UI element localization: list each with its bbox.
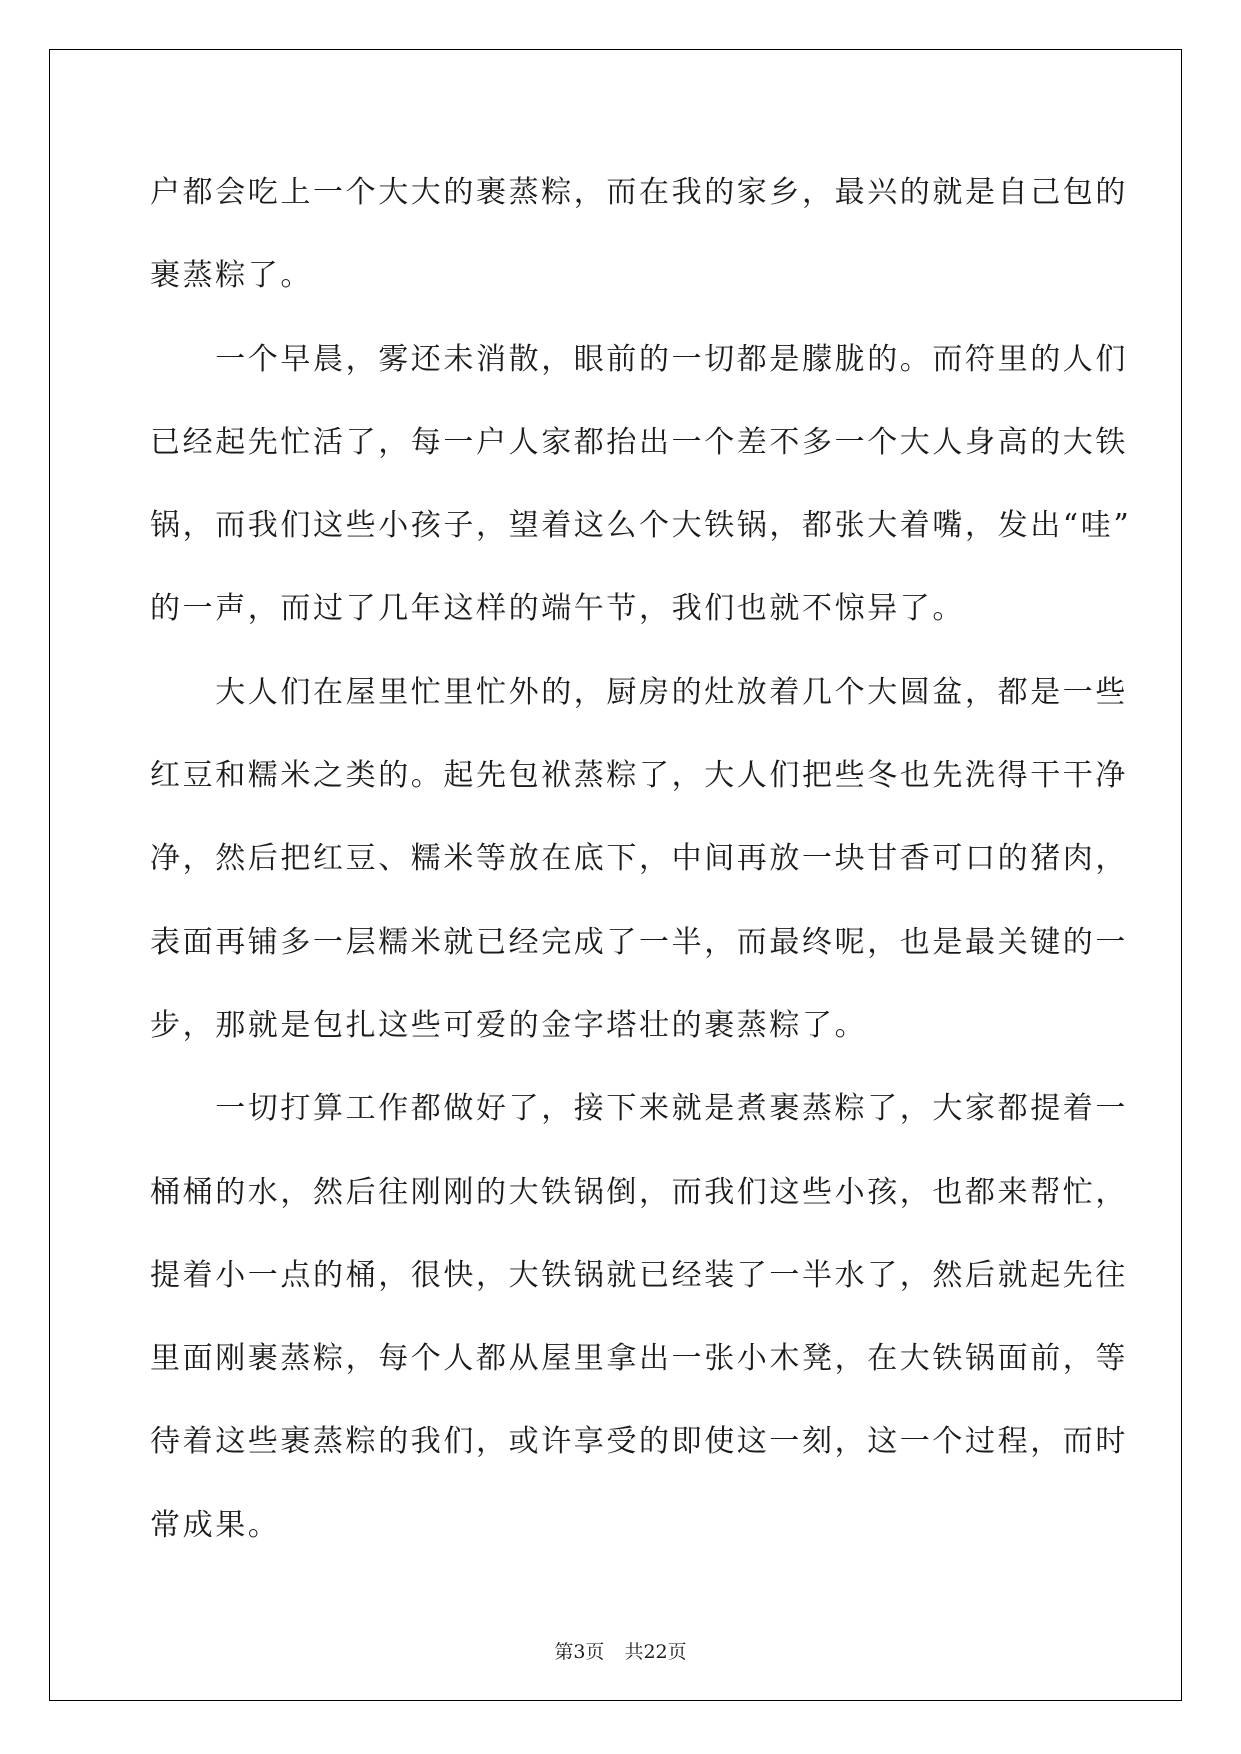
text-line: 户都会吃上一个大大的裹蒸粽，而在我的家乡，最兴的就是自己包的 [150,175,1128,210]
text-line: 常成果。 [150,1507,281,1543]
page-total: 共22页 [624,1641,687,1663]
document-body [150,151,1132,1567]
text-line: 净，然后把红豆、糯米等放在底下，中间再放一块甘香可口的猪肉， [150,841,1128,877]
text-line: 里面刚裹蒸粽，每个人都从屋里拿出一张小木凳，在大铁锅面前，等 [150,1341,1128,1377]
text-line: 的一声，而过了几年这样的端午节，我们也就不惊异了。 [150,591,965,627]
text-line: 裹蒸粽了。 [150,258,313,294]
text-line: 大人们在屋里忙里忙外的，厨房的灶放着几个大圆盆，都是一些 [150,674,1128,710]
text-line: 一个早晨，雾还未消散，眼前的一切都是朦胧的。而符里的人们 [150,341,1128,377]
text-line: 步，那就是包扎这些可爱的金字塔壮的裹蒸粽了。 [150,1007,868,1043]
text-line: 锅，而我们这些小孩子，望着这么个大铁锅，都张大着嘴，发出“哇” [150,508,1132,544]
text-line: 待着这些裹蒸粽的我们，或许享受的即使这一刻，这一个过程，而时 [150,1424,1128,1460]
text-line: 提着小一点的桶，很快，大铁锅就已经装了一半水了，然后就起先往 [150,1257,1128,1293]
page-footer [0,1637,1241,1664]
page-number: 第3页 [554,1641,605,1663]
text-line: 已经起先忙活了，每一户人家都抬出一个差不多一个大人身高的大铁 [150,424,1128,460]
text-line: 桶桶的水，然后往刚刚的大铁锅倒，而我们这些小孩，也都来帮忙， [150,1174,1128,1210]
text-line: 一切打算工作都做好了，接下来就是煮裹蒸粽了，大家都提着一 [150,1091,1128,1127]
text-line: 红豆和糯米之类的。起先包袱蒸粽了，大人们把些冬也先洗得干干净 [150,758,1128,794]
text-line: 表面再铺多一层糯米就已经完成了一半，而最终呢，也是最关键的一 [150,924,1128,960]
